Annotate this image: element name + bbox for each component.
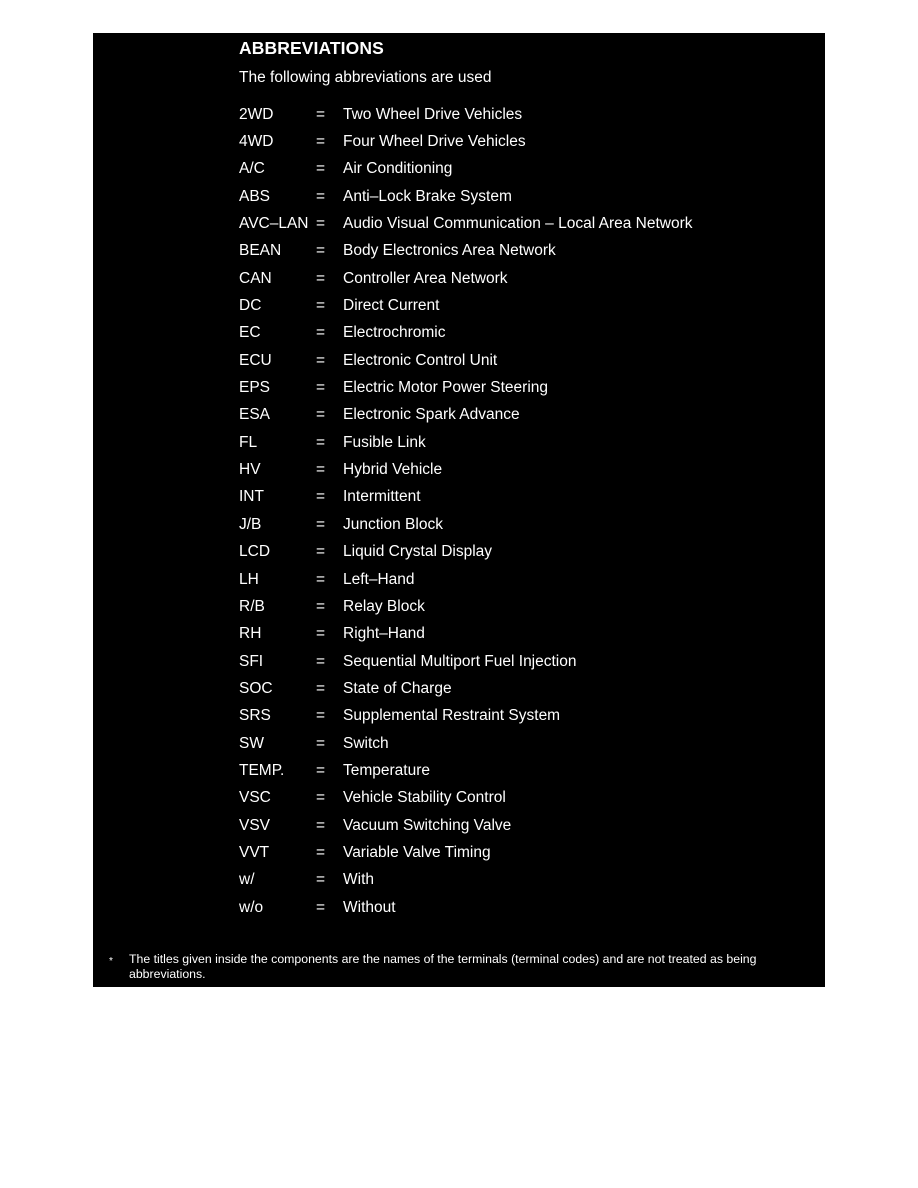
equals-sign: =	[316, 242, 326, 260]
abbreviation-meaning: Variable Valve Timing	[343, 843, 491, 861]
abbreviation-term: R/B	[239, 597, 265, 615]
abbreviation-term: ECU	[239, 351, 272, 369]
equals-sign: =	[316, 160, 326, 178]
abbreviation-meaning: Electric Motor Power Steering	[343, 379, 549, 397]
abbreviation-row	[239, 320, 693, 347]
abbreviation-row	[239, 593, 693, 620]
abbreviation-term: A/C	[239, 160, 265, 178]
abbreviation-meaning: Anti–Lock Brake System	[343, 187, 512, 205]
abbreviation-meaning: Four Wheel Drive Vehicles	[343, 133, 526, 151]
abbreviation-row	[239, 402, 693, 429]
abbreviation-meaning: Air Conditioning	[343, 160, 453, 178]
abbreviation-row	[239, 867, 693, 894]
abbreviation-term: RH	[239, 625, 262, 643]
equals-sign: =	[316, 351, 326, 369]
abbreviation-meaning: Direct Current	[343, 297, 440, 315]
abbreviation-row	[239, 703, 693, 730]
abbreviation-meaning: Audio Visual Communication – Local Area Network	[343, 215, 693, 233]
equals-sign: =	[316, 734, 326, 752]
abbreviation-meaning: Temperature	[343, 761, 431, 779]
abbreviation-meaning: Without	[343, 898, 396, 916]
equals-sign: =	[316, 379, 326, 397]
abbreviation-term: INT	[239, 488, 264, 506]
equals-sign: =	[316, 297, 326, 315]
equals-sign: =	[316, 871, 326, 889]
equals-sign: =	[316, 187, 326, 205]
page-title: ABBREVIATIONS	[239, 38, 384, 58]
equals-sign: =	[316, 761, 326, 779]
abbreviation-term: CAN	[239, 269, 272, 287]
abbreviation-meaning: Hybrid Vehicle	[343, 461, 443, 479]
equals-sign: =	[316, 461, 326, 479]
abbreviation-meaning: Liquid Crystal Display	[343, 543, 493, 561]
abbreviation-row	[239, 566, 693, 593]
abbreviation-meaning: Electrochromic	[343, 324, 446, 342]
abbreviation-term: SW	[239, 734, 264, 752]
abbreviation-term: AVC–LAN	[239, 215, 309, 233]
abbreviation-term: SFI	[239, 652, 264, 670]
equals-sign: =	[316, 324, 326, 342]
abbreviation-term: ABS	[239, 187, 271, 205]
equals-sign: =	[316, 406, 326, 424]
abbreviation-list	[239, 101, 693, 921]
abbreviation-term: w/o	[239, 898, 264, 916]
footnote	[109, 952, 809, 982]
abbreviation-meaning: Intermittent	[343, 488, 421, 506]
abbreviation-meaning: Fusible Link	[343, 433, 426, 451]
abbreviation-meaning: Switch	[343, 734, 389, 752]
equals-sign: =	[316, 898, 326, 916]
abbreviation-term: DC	[239, 297, 262, 315]
abbreviation-term: VVT	[239, 843, 270, 861]
abbreviation-term: EPS	[239, 379, 271, 397]
abbreviation-row	[239, 456, 693, 483]
abbreviation-term: w/	[239, 871, 255, 889]
equals-sign: =	[316, 652, 326, 670]
abbreviation-meaning: Sequential Multiport Fuel Injection	[343, 652, 577, 670]
abbreviation-term: 2WD	[239, 105, 274, 123]
abbreviation-term: BEAN	[239, 242, 282, 260]
abbreviation-row	[239, 156, 693, 183]
equals-sign: =	[316, 105, 326, 123]
abbreviation-row	[239, 429, 693, 456]
abbreviation-row	[239, 675, 693, 702]
abbreviation-row	[239, 265, 693, 292]
footnote-marker: *	[109, 956, 113, 967]
equals-sign: =	[316, 488, 326, 506]
abbreviation-row	[239, 730, 693, 757]
equals-sign: =	[316, 543, 326, 561]
abbreviation-term: VSV	[239, 816, 271, 834]
abbreviation-row	[239, 839, 693, 866]
abbreviations-panel	[93, 33, 825, 987]
abbreviation-row	[239, 484, 693, 511]
abbreviation-term: EC	[239, 324, 261, 342]
abbreviation-term: SRS	[239, 707, 271, 725]
abbreviation-meaning: Two Wheel Drive Vehicles	[343, 105, 523, 123]
abbreviation-meaning: Electronic Spark Advance	[343, 406, 520, 424]
abbreviation-term: TEMP.	[239, 761, 285, 779]
equals-sign: =	[316, 707, 326, 725]
abbreviation-meaning: Vacuum Switching Valve	[343, 816, 512, 834]
equals-sign: =	[316, 843, 326, 861]
abbreviation-meaning: State of Charge	[343, 679, 452, 697]
abbreviation-meaning: Electronic Control Unit	[343, 351, 498, 369]
abbreviation-row	[239, 511, 693, 538]
abbreviation-row	[239, 621, 693, 648]
abbreviation-term: VSC	[239, 789, 271, 807]
abbreviation-row	[239, 101, 693, 128]
abbreviation-term: 4WD	[239, 133, 274, 151]
abbreviation-term: J/B	[239, 515, 262, 533]
equals-sign: =	[316, 570, 326, 588]
equals-sign: =	[316, 515, 326, 533]
equals-sign: =	[316, 133, 326, 151]
intro-text: The following abbreviations are used	[239, 69, 492, 86]
equals-sign: =	[316, 597, 326, 615]
abbreviation-meaning: With	[343, 871, 374, 889]
abbreviation-row	[239, 238, 693, 265]
abbreviation-row	[239, 812, 693, 839]
equals-sign: =	[316, 269, 326, 287]
abbreviation-row	[239, 648, 693, 675]
abbreviation-term: ESA	[239, 406, 271, 424]
equals-sign: =	[316, 816, 326, 834]
abbreviation-term: SOC	[239, 679, 273, 697]
abbreviation-meaning: Controller Area Network	[343, 269, 508, 287]
equals-sign: =	[316, 679, 326, 697]
abbreviation-row	[239, 128, 693, 155]
equals-sign: =	[316, 625, 326, 643]
abbreviation-meaning: Supplemental Restraint System	[343, 707, 561, 725]
abbreviation-row	[239, 374, 693, 401]
abbreviation-row	[239, 894, 693, 921]
abbreviation-row	[239, 183, 693, 210]
abbreviation-row	[239, 210, 693, 237]
abbreviation-term: LH	[239, 570, 259, 588]
abbreviation-meaning: Left–Hand	[343, 570, 415, 588]
abbreviation-row	[239, 785, 693, 812]
equals-sign: =	[316, 215, 326, 233]
abbreviation-meaning: Relay Block	[343, 597, 425, 615]
abbreviation-meaning: Body Electronics Area Network	[343, 242, 556, 260]
abbreviation-term: HV	[239, 461, 261, 479]
abbreviation-row	[239, 347, 693, 374]
abbreviation-term: FL	[239, 433, 258, 451]
abbreviation-meaning: Right–Hand	[343, 625, 425, 643]
equals-sign: =	[316, 789, 326, 807]
footnote-text: The titles given inside the components are the names of the terminals (terminal codes) and are not treated as being abbreviations.	[129, 952, 757, 981]
abbreviation-meaning: Vehicle Stability Control	[343, 789, 506, 807]
abbreviation-term: LCD	[239, 543, 271, 561]
abbreviation-row	[239, 292, 693, 319]
abbreviation-meaning: Junction Block	[343, 515, 443, 533]
abbreviation-row	[239, 539, 693, 566]
abbreviation-row	[239, 757, 693, 784]
equals-sign: =	[316, 433, 326, 451]
